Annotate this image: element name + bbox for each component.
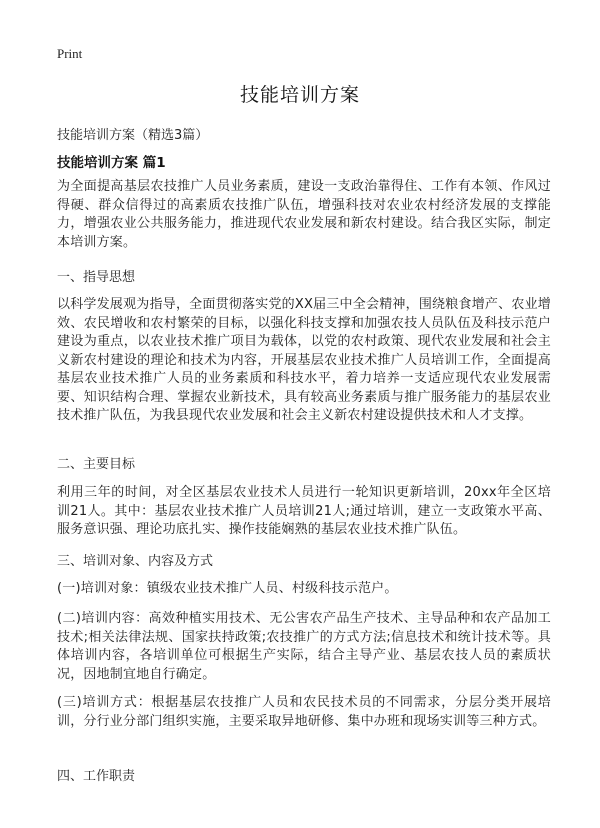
- print-label: Print: [57, 46, 83, 61]
- heading-main-goals: 二、主要目标: [57, 457, 136, 472]
- document-title: 技能培训方案: [239, 84, 360, 106]
- list-item-training-method: (三)培训方式：根据基层农技推广人员和农民技术员的不同需求，分层分类开展培训，分行业分部门组织实施，主要采取异地研修、集中办班和现场实训等三种方式。: [57, 695, 551, 729]
- paragraph-guiding-ideology: 以科学发展观为指导，全面贯彻落实党的XX届三中全会精神，围绕粮食增产、农业增效、农民增收和农村繁荣的目标，以强化科技支撑和加强农技人员队伍及科技示范户建设为重点，以农业技术推广项目为载体，以党的农村政策、现代农业发展和社会主义新农村建设的理论和技术为内容，开展基层农业技术推广人员培训工作，全面提高基层农业技术推广人员的业务素质和科技水平，着力培养一支适应现代农业发展需要、知识结构合理、掌握农业新技术，具有较高业务素质与推广服务能力的基层农业技术推广队伍，为我县现代农业发展和社会主义新农村建设提供技术和人才支撑。: [57, 297, 551, 423]
- document-subtitle: 技能培训方案（精选3篇）: [57, 128, 209, 143]
- intro-paragraph: 为全面提高基层农技推广人员业务素质，建设一支政治靠得住、工作有本领、作风过得硬、群众信得过的高素质农技推广队伍，增强科技对农业农村经济发展的支撑能力，增强农业公共服务能力，推进现代农业发展和新农村建设。结合我区实际，制定本培训方案。: [57, 179, 551, 250]
- list-item-training-targets: (一)培训对象：镇级农业技术推广人员、村级科技示范户。: [57, 581, 398, 596]
- heading-training-scope: 三、培训对象、内容及方式: [57, 554, 214, 569]
- section-title: 技能培训方案 篇1: [57, 155, 166, 171]
- heading-guiding-ideology: 一、指导思想: [57, 270, 136, 285]
- paragraph-main-goals: 利用三年的时间，对全区基层农业技术人员进行一轮知识更新培训，20xx年全区培训21人。其中：基层农业技术推广人员培训21人;通过培训，建立一支政策水平高、服务意识强、理论功底扎实、操作技能娴熟的基层农业技术推广队伍。: [57, 485, 551, 537]
- list-item-training-content: (二)培训内容：高效种植实用技术、无公害农产品生产技术、主导品种和农产品加工技术;相关法律法规、国家扶持政策;农技推广的方式方法;信息技术和统计技术等。具体培训内容，各培训单位可根据生产实际，结合主导产业、基层农技人员的素质状况，因地制宜地自行确定。: [57, 611, 551, 682]
- heading-responsibilities: 四、工作职责: [57, 769, 136, 784]
